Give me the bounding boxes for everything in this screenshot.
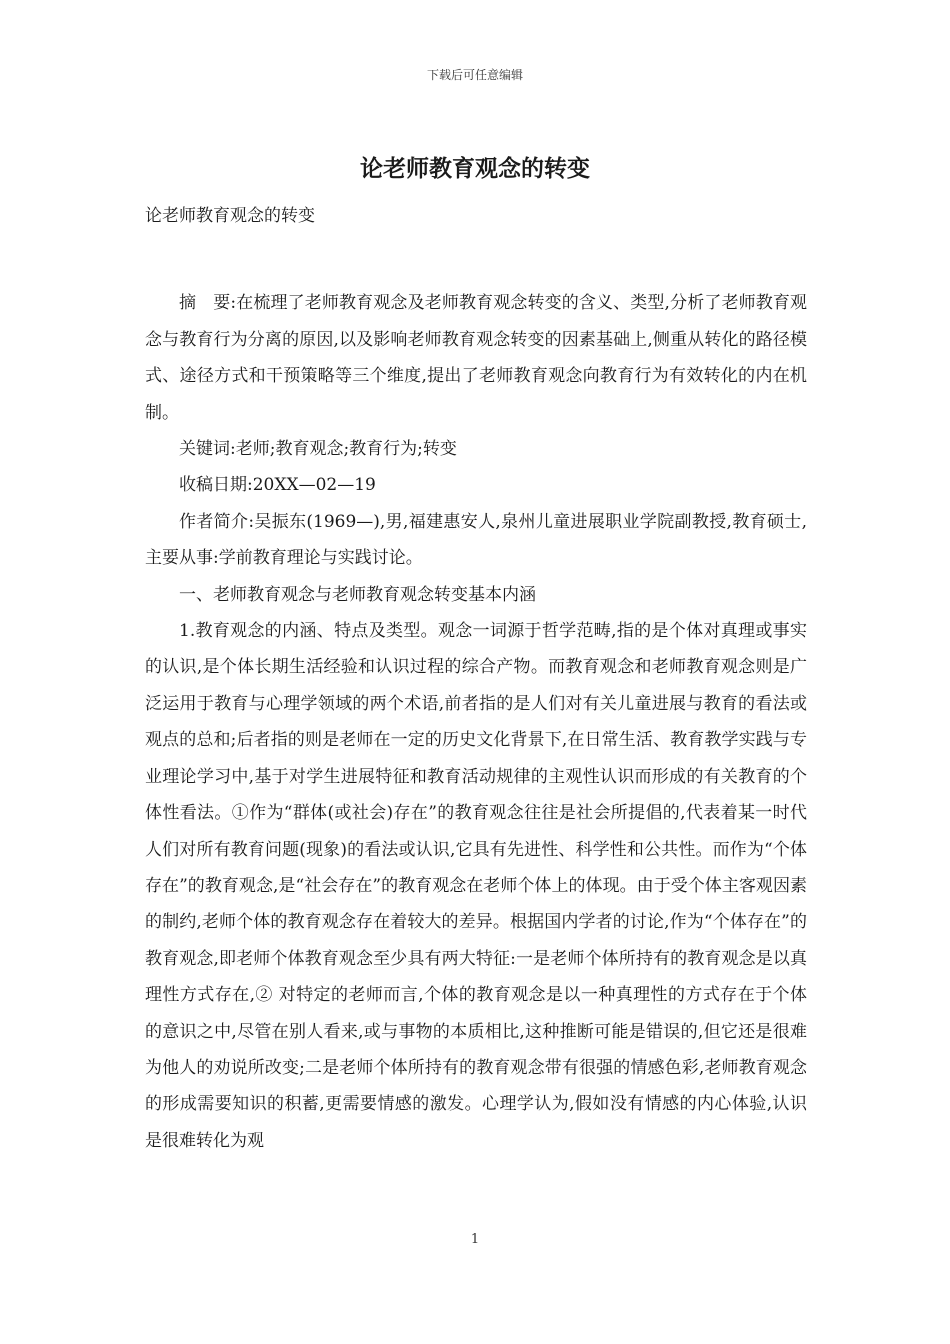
body-paragraph: 1.教育观念的内涵、特点及类型。观念一词源于哲学范畴,指的是个体对真理或事实的认识,是个体长期生活经验和认识过程的综合产物。而教育观念和老师教育观念则是广泛运用于教育与心理学领域的两个术语,前者指的是人们对有关儿童进展与教育的看法或观点的总和;后者指的则是老师在一定的历史文化背景下,在日常生活、教育教学实践与专业理论学习中,基于对学生进展特征和教育活动规律的主观性认识而形成的有关教育的个体性看法。①作为“群体(或社会)存在”的教育观念往往是社会所提倡的,代表着某一时代人们对所有教育问题(现象)的看法或认识,它具有先进性、科学性和公共性。而作为“个体存在”的教育观念,是“社会存在”的教育观念在老师个体上的体现。由于受个体主客观因素的制约,老师个体的教育观念存在着较大的差异。根据国内学者的讨论,作为“个体存在”的教育观念,即老师个体教育观念至少具有两大特征:一是老师个体所持有的教育观念是以真理性方式存在,② 对特定的老师而言,个体的教育观念是以一种真理性的方式存在于个体的意识之中,尽管在别人看来,或与事物的本质相比,这种推断可能是错误的,但它还是很难为他人的劝说所改变;二是老师个体所持有的教育观念带有很强的情感色彩,老师教育观念的形成需要知识的积蓄,更需要情感的激发。心理学认为,假如没有情感的内心体验,认识是很难转化为观 bbox=[145, 621, 807, 1151]
received-date-line: 收稿日期:20XX—02—19 bbox=[179, 475, 376, 496]
document-subtitle: 论老师教育观念的转变 bbox=[145, 206, 315, 226]
document-body bbox=[145, 198, 807, 1159]
keywords-line: 关键词:老师;教育观念;教育行为;转变 bbox=[179, 439, 457, 460]
author-bio-paragraph: 作者简介:吴振东(1969—),男,福建惠安人,泉州儿童进展职业学院副教授,教育硕士,主要从事:学前教育理论与实践讨论。 bbox=[145, 511, 807, 569]
section-heading: 一、老师教育观念与老师教育观念转变基本内涵 bbox=[179, 584, 536, 605]
page-number: 1 bbox=[470, 1232, 480, 1247]
page-header: 下载后可任意编辑 bbox=[426, 68, 523, 82]
document-title: 论老师教育观念的转变 bbox=[360, 156, 590, 182]
abstract-paragraph: 摘 要:在梳理了老师教育观念及老师教育观念转变的含义、类型,分析了老师教育观念与教育行为分离的原因,以及影响老师教育观念转变的因素基础上,侧重从转化的路径模式、途径方式和干预策略等三个维度,提出了老师教育观念向教育行为有效转化的内在机制。 bbox=[145, 293, 807, 423]
